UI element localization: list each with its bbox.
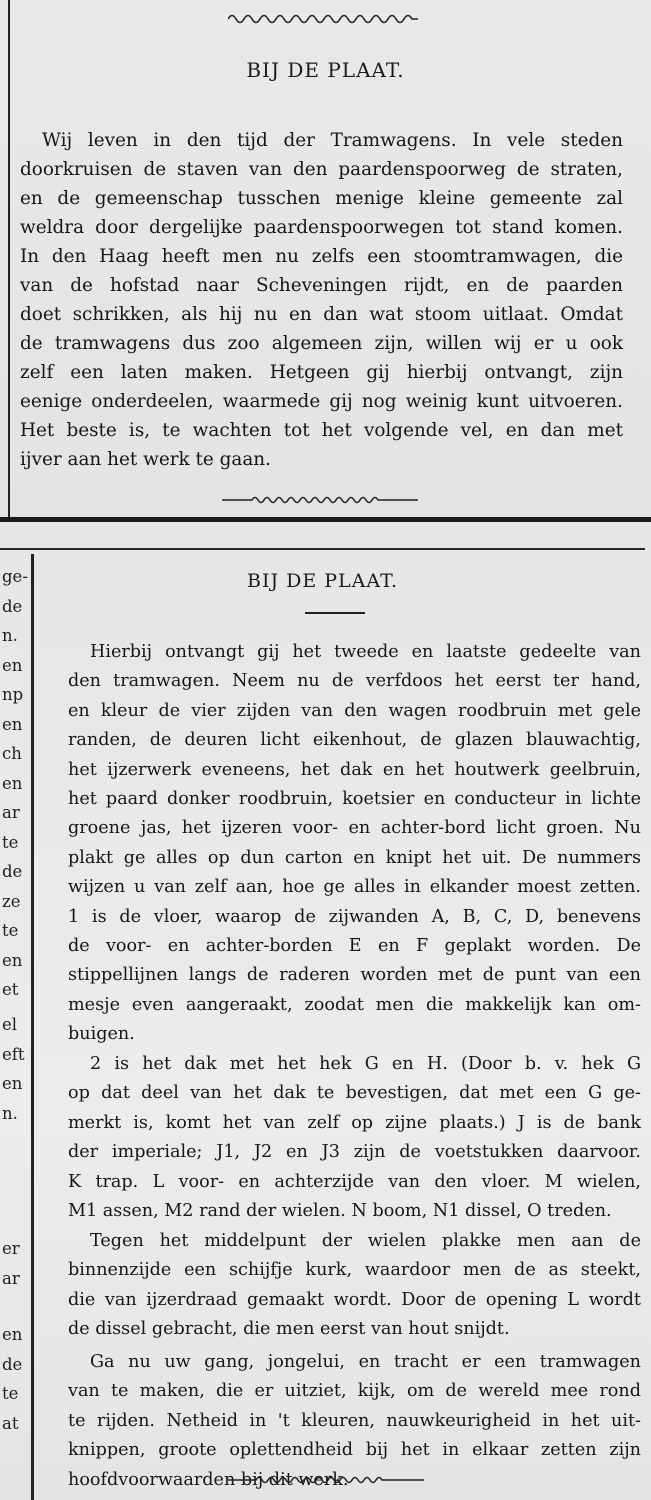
text-line: wijzen u van zelf aan, hoe ge alles in elkander moest zetten.	[68, 877, 641, 898]
margin-fragment: er	[2, 1239, 20, 1258]
text-line: ijver aan het werk te gaan.	[20, 449, 271, 470]
clipping-title: BIJ DE PLAAT.	[247, 570, 398, 592]
margin-fragment: ze	[2, 891, 21, 911]
text-line: Het beste is, te wachten tot het volgende vel, en dan met	[20, 420, 623, 441]
bottom-clipping	[0, 522, 651, 1500]
margin-fragment: ch	[2, 744, 22, 763]
margin-fragment: ar	[2, 1268, 20, 1288]
text-line: die van ijzerdraad gemaakt wordt. Door de opening L wordt	[68, 1289, 641, 1310]
margin-fragment: at	[2, 1413, 19, 1433]
margin-fragment: te	[2, 1384, 19, 1403]
margin-fragment: de	[2, 1354, 23, 1374]
text-line: de voor- en achter-borden E en F geplakt worden. De	[68, 936, 641, 957]
text-line: 1 is de vloer, waarop de zijwanden A, B, C, D, benevens	[68, 906, 641, 927]
text-line: de dissel gebracht, die men eerst van hout snijdt.	[68, 1319, 510, 1340]
margin-fragment: eft	[2, 1044, 25, 1064]
text-line: Tegen het middelpunt der wielen plakke men aan de	[90, 1231, 641, 1251]
text-line: de tramwagens dus zoo algemeen zijn, willen wij er u ook	[20, 333, 623, 354]
margin-fragment: en	[2, 655, 23, 675]
text-line: knippen, groote oplettendheid bij het in elkaar zetten zijn	[68, 1440, 641, 1461]
text-line: zelf een laten maken. Hetgeen gij hierbij ontvangt, zijn	[20, 362, 623, 383]
column-divider	[31, 554, 34, 1500]
text-line: doet schrikken, als hij nu en dan wat stoom uitlaat. Omdat	[20, 304, 623, 325]
text-line: van de hofstad naar Scheveningen rijdt, en de paarden	[20, 275, 623, 296]
margin-fragment: n.	[2, 626, 18, 645]
margin-fragment: en	[2, 714, 23, 734]
text-line: K trap. L voor- en achterzijde van den vloer. M wielen,	[68, 1171, 641, 1192]
margin-fragment: et	[2, 980, 19, 999]
text-line: 2 is het dak met het hek G en H. (Door b. v. hek G	[90, 1054, 641, 1074]
text-line: het paard donker roodbruin, koetsier en conducteur in lichte	[68, 789, 641, 810]
margin-fragment: de	[2, 596, 23, 616]
text-line: In den Haag heeft men nu zelfs een stoomtramwagen, die	[20, 246, 623, 267]
title-rule	[305, 612, 365, 614]
text-line: het ijzerwerk eveneens, het dak en het houtwerk geelbruin,	[68, 759, 641, 780]
wavy-ornament-end	[222, 492, 418, 506]
text-line: mesje even aangeraakt, zoodat men die makkelijk kan om-	[68, 994, 641, 1015]
header-rule	[0, 548, 645, 550]
top-clipping	[0, 0, 651, 517]
margin-fragments-mid	[2, 1010, 25, 1128]
text-line: buigen.	[68, 1024, 135, 1045]
margin-fragment: np	[2, 685, 24, 704]
clipping-title: BIJ DE PLAAT.	[246, 58, 405, 82]
margin-fragments-bottom	[2, 1320, 22, 1438]
margin-fragment: en	[2, 1074, 23, 1093]
text-line: der imperiale; J1, J2 en J3 zijn de voetstukken daarvoor.	[68, 1142, 641, 1163]
margin-fragment: el	[2, 1015, 18, 1034]
text-line: op dat deel van het dak te bevestigen, dat met een G ge-	[68, 1083, 641, 1104]
margin-fragment: de	[2, 862, 23, 881]
text-line: groene jas, het ijzeren voor- en achter-bord licht groen. Nu	[68, 818, 641, 839]
text-line: randen, de deuren licht eikenhout, de glazen blauwachtig,	[68, 730, 641, 751]
margin-fragment: n.	[2, 1103, 18, 1123]
text-line: hoofdvoorwaarden bij dit werk.	[68, 1469, 349, 1490]
margin-fragment: en	[2, 773, 23, 793]
paragraph-2	[68, 1050, 641, 1226]
text-line: Hierbij ontvangt gij het tweede en laatste gedeelte van	[90, 642, 641, 662]
text-line: en kleur de vier zijden van den wagen roodbruin met gele	[68, 700, 641, 721]
paragraph-1	[68, 638, 641, 1050]
text-line: eenige onderdeelen, waarmede gij nog weinig kunt uitvoeren.	[20, 391, 623, 412]
margin-fragment: ar	[2, 803, 20, 822]
text-line: den tramwagen. Neem nu de verfdoos het eerst ter hand,	[68, 671, 641, 692]
wavy-ornament-top	[228, 10, 418, 24]
text-line: te rijden. Netheid in 't kleuren, nauwkeurigheid in het uit-	[68, 1410, 641, 1431]
text-line: M1 assen, M2 rand der wielen. N boom, N1 dissel, O treden.	[68, 1201, 612, 1222]
text-line: binnenzijde een schijfje kurk, waardoor men de as steekt,	[68, 1260, 641, 1281]
margin-fragment: te	[2, 921, 19, 940]
text-line: en de gemeenschap tusschen menige kleine gemeente zal	[20, 188, 623, 209]
margin-fragments-low	[2, 1234, 20, 1293]
margin-fragment: ge-	[2, 567, 28, 586]
text-line: weldra door dergelijke paardenspoorwegen tot stand komen.	[20, 217, 623, 238]
text-line: Wij leven in den tijd der Tramwagens. In vele steden	[42, 130, 623, 151]
text-line: plakt ge alles op dun carton en knipt het uit. De nummers	[68, 847, 641, 868]
margin-fragments-top	[2, 562, 28, 1005]
margin-fragment: en	[2, 950, 23, 970]
text-line: stippellijnen langs de raderen worden met de punt van een	[68, 965, 641, 986]
wavy-ornament-end	[228, 1472, 424, 1486]
margin-fragment: te	[2, 832, 19, 852]
paragraph-3	[68, 1227, 641, 1345]
article-text	[20, 126, 623, 474]
text-line: Ga nu uw gang, jongelui, en tracht er een tramwagen	[90, 1352, 641, 1372]
text-line: van te maken, die er uitziet, kijk, om de wereld mee rond	[68, 1381, 641, 1402]
text-line: doorkruisen de staven van den paardenspoorweg de straten,	[20, 159, 623, 180]
text-line: merkt is, komt het van zelf op zijne plaats.) J is de bank	[68, 1112, 641, 1133]
margin-fragment: en	[2, 1325, 23, 1344]
